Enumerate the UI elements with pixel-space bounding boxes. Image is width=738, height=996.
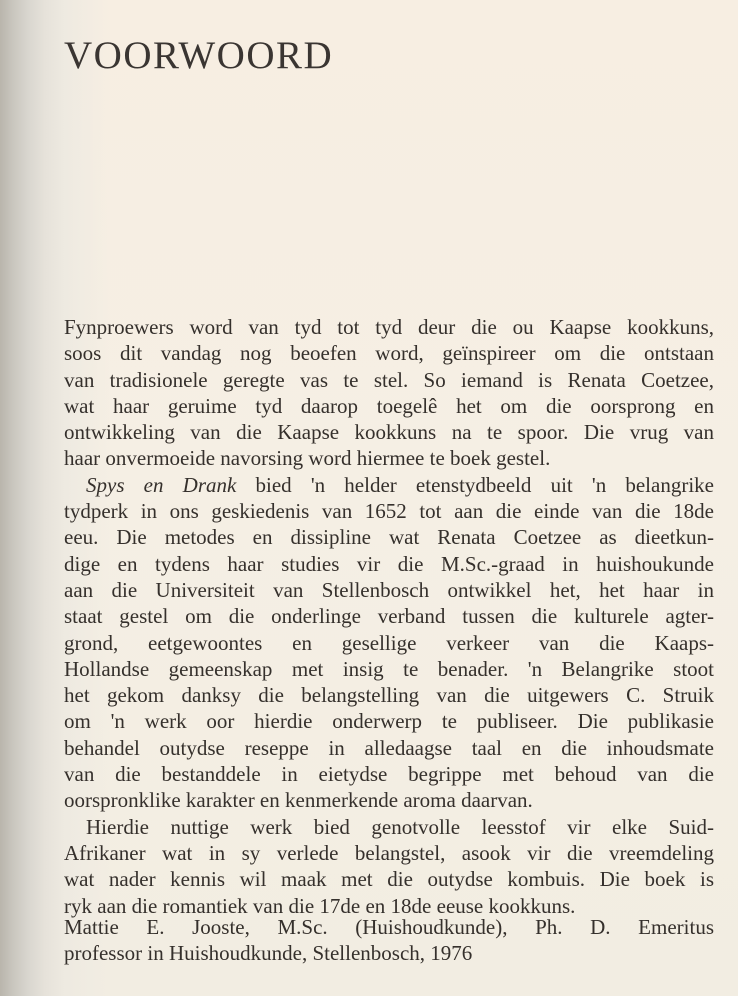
text-line: dige en tydens haar studies vir die M.Sc.-graad in huishoukunde [64,551,714,576]
foreword-body [64,314,714,919]
text-line: grond, eetgewoontes en gesellige verkeer van die Kaaps- [64,630,714,655]
paragraph-1 [64,314,714,472]
text-line: het gekom danksy die belangstelling van die uitgewers C. Struik [64,683,714,708]
text-line: staat gestel om die onderlinge verband tussen die kulturele agter- [64,604,714,629]
text-line: wat nader kennis wil maak met die outydse kombuis. Die boek is [64,867,714,892]
text-line: van tradisionele geregte vas te stel. So iemand is Renata Coetzee, [64,367,714,392]
text-fragment: bied 'n helder etenstydbeeld uit 'n belangrike [236,472,714,497]
text-line: ontwikkeling van die Kaapse kookkuns na te spoor. Die vrug van [64,420,714,445]
text-line: oorspronklike karakter en kenmerkende aroma daarvan. [64,788,533,813]
text-line: Hollandse gemeenskap met insig te benader. 'n Belangrike stoot [64,656,714,681]
text-line: tydperk in ons geskiedenis van 1652 tot aan die einde van die 18de [64,499,714,524]
text-line: aan die Universiteit van Stellenbosch ontwikkel het, het haar in [64,577,714,602]
text-line: Hierdie nuttige werk bied genotvolle leesstof vir elke Suid- [86,814,714,839]
text-line: Fynproewers word van tyd tot tyd deur die ou Kaapse kookkuns, [64,315,714,339]
text-line: Afrikaner wat in sy verlede belangstel, asook vir die vreemdeling [64,840,714,865]
text-line: behandel outydse reseppe in alledaagse taal en die inhoudsmate [64,735,714,760]
signature-line: professor in Huishoudkunde, Stellenbosch, 1976 [64,941,473,966]
text-line: soos dit vandag nog beoefen word, geïnspireer om die ontstaan [64,341,714,366]
text-line: eeu. Die metodes en dissipline wat Renata Coetzee as dieetkun- [64,525,714,550]
text-line: ryk aan die romantiek van die 17de en 18de eeuse kookkuns. [64,893,576,918]
text-line [64,472,714,498]
signature-line: Mattie E. Jooste, M.Sc. (Huishoudkunde), Ph. D. Emeritus [64,915,714,939]
book-title-reference: Spys en Drank [86,472,237,497]
author-signature [64,914,714,967]
paragraph-3 [64,814,714,919]
page-title: VOORWOORD [64,34,334,77]
paragraph-2 [64,472,714,814]
text-line: om 'n werk oor hierdie onderwerp te publiseer. Die publikasie [64,709,714,734]
text-line: haar onvermoeide navorsing word hiermee te boek gestel. [64,446,551,471]
text-line: van die bestanddele in eietydse begrippe met behoud van die [64,762,714,787]
text-line: wat haar geruime tyd daarop toegelê het om die oorsprong en [64,393,714,418]
